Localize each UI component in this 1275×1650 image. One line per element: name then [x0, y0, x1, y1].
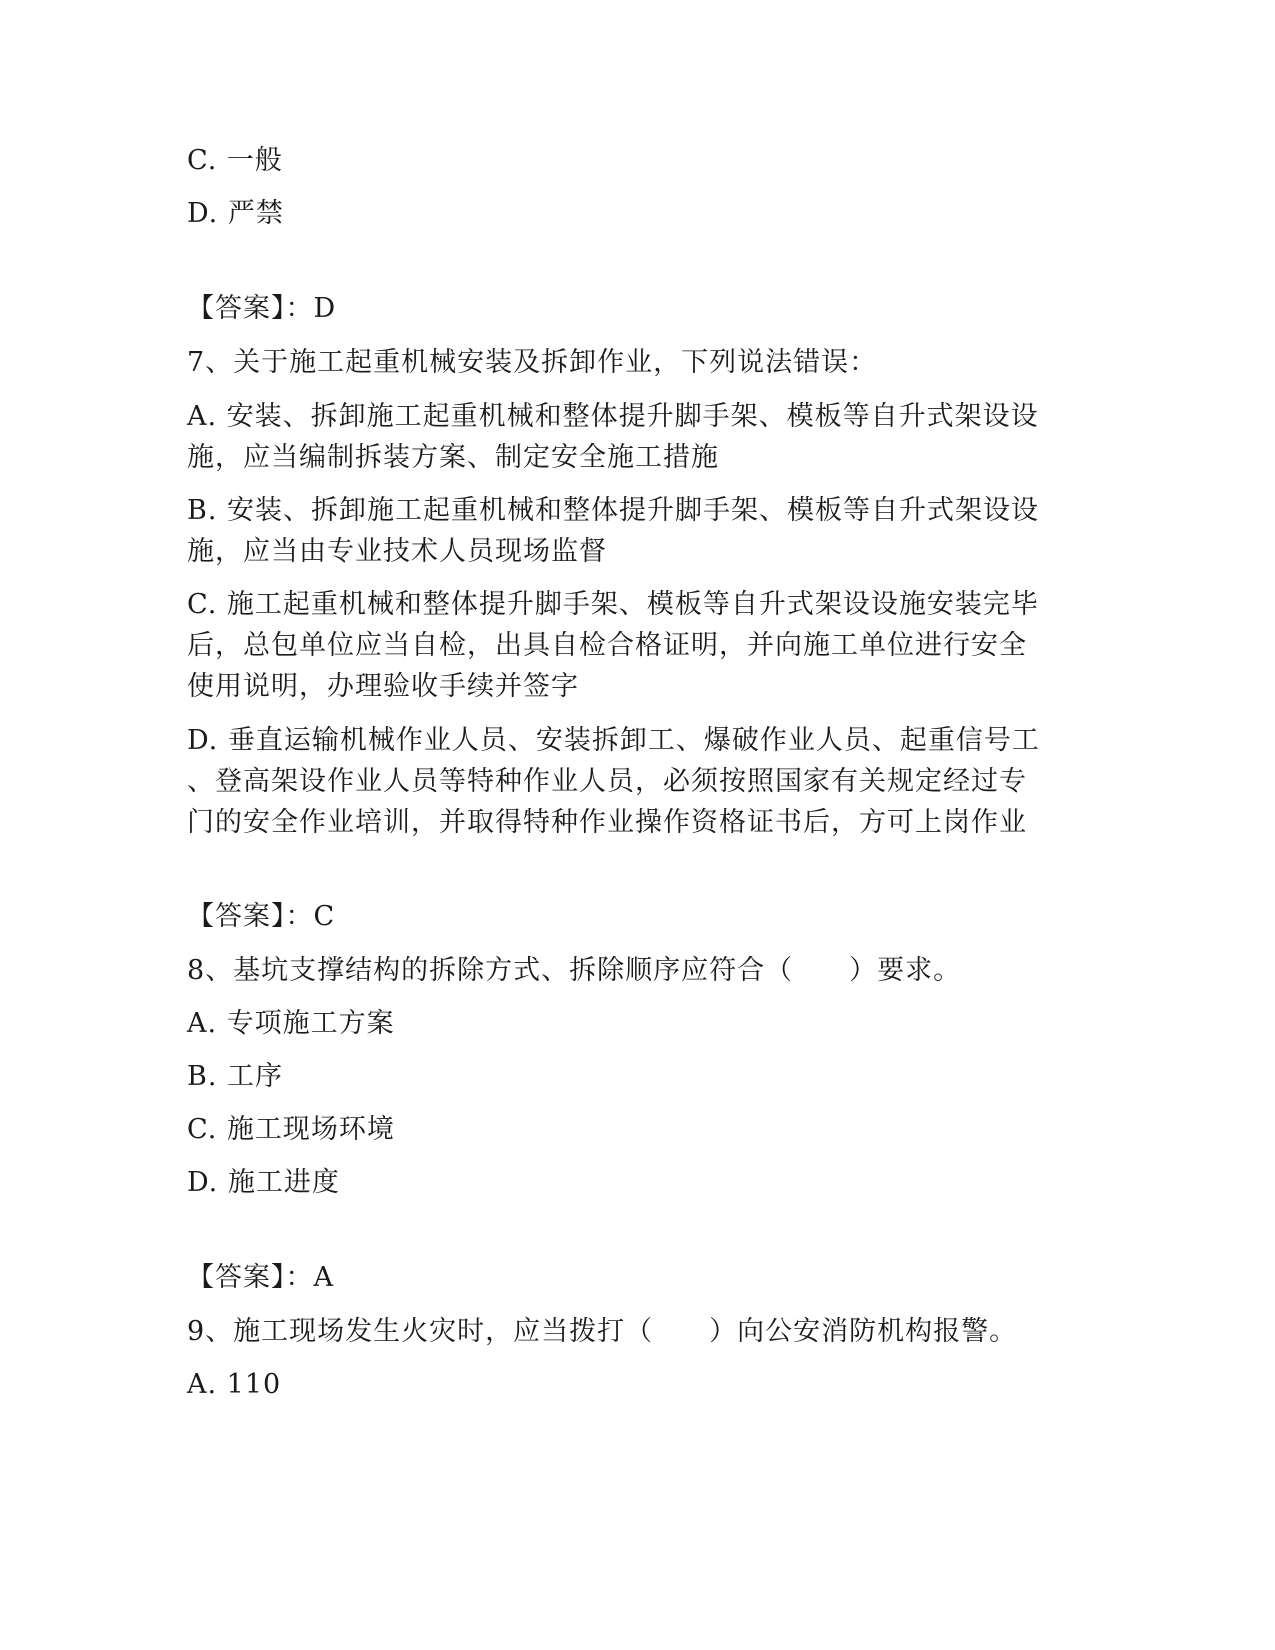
q6-option-c: C. 一般 — [187, 145, 283, 176]
q7-option-d-line2: 、登高架设作业人员等特种作业人员，必须按照国家有关规定经过专 — [187, 766, 1027, 797]
q7-option-b-line2: 施，应当由专业技术人员现场监督 — [187, 536, 607, 567]
q9-option-a: A. 110 — [187, 1369, 282, 1400]
q7-option-c-line2: 后，总包单位应当自检，出具自检合格证明，并向施工单位进行安全 — [187, 630, 1027, 661]
q7-option-a-line1: A. 安装、拆卸施工起重机械和整体提升脚手架、模板等自升式架设设 — [187, 401, 1039, 432]
q6-answer: 【答案】：D — [187, 293, 337, 324]
q7-option-d-line1: D. 垂直运输机械作业人员、安装拆卸工、爆破作业人员、起重信号工 — [187, 725, 1040, 756]
q7-option-c-line1: C. 施工起重机械和整体提升脚手架、模板等自升式架设设施安装完毕 — [187, 589, 1039, 620]
q7-option-d-line3: 门的安全作业培训，并取得特种作业操作资格证书后，方可上岗作业 — [187, 807, 1027, 838]
q7-option-b-line1: B. 安装、拆卸施工起重机械和整体提升脚手架、模板等自升式架设设 — [187, 495, 1040, 526]
q6-option-d: D. 严禁 — [187, 198, 284, 229]
q8-stem: 8、基坑支撑结构的拆除方式、拆除顺序应符合（ ）要求。 — [187, 955, 962, 986]
q8-option-b: B. 工序 — [187, 1061, 284, 1092]
q7-option-c-line3: 使用说明，办理验收手续并签字 — [187, 671, 579, 702]
q9-stem: 9、施工现场发生火灾时，应当拨打（ ）向公安消防机构报警。 — [187, 1316, 1018, 1347]
q7-stem: 7、关于施工起重机械安装及拆卸作业，下列说法错误： — [187, 347, 878, 378]
q8-option-a: A. 专项施工方案 — [187, 1008, 395, 1039]
q7-option-a-line2: 施，应当编制拆装方案、制定安全施工措施 — [187, 442, 719, 473]
q8-answer: 【答案】：A — [187, 1262, 334, 1293]
q8-option-d: D. 施工进度 — [187, 1167, 340, 1198]
q8-option-c: C. 施工现场环境 — [187, 1114, 395, 1145]
q7-answer: 【答案】：C — [187, 901, 336, 932]
